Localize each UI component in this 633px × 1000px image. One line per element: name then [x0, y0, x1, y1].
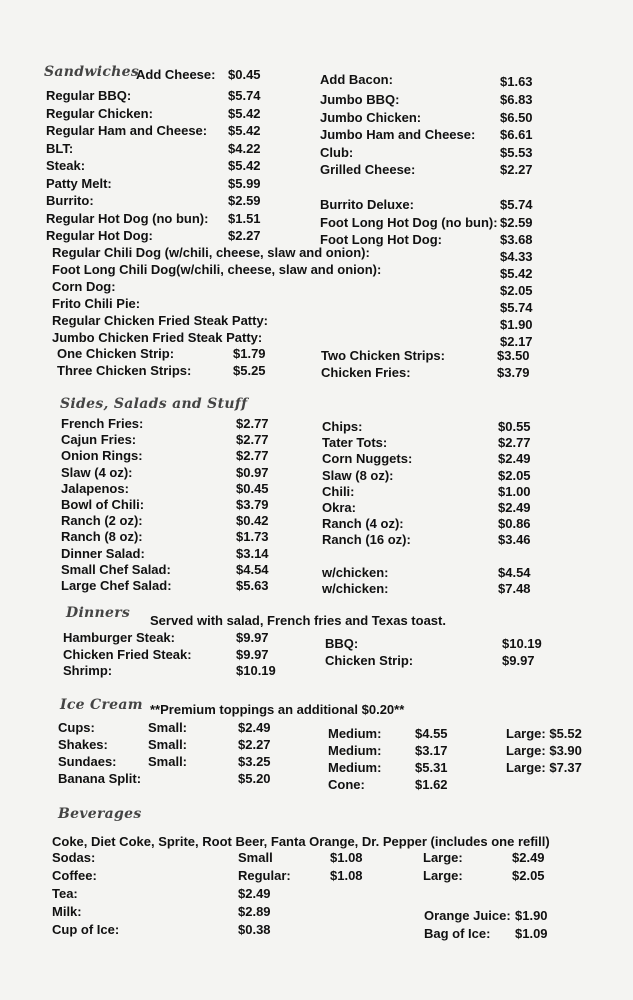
item-price: $0.55 [498, 419, 531, 434]
beverages-note: Coke, Diet Coke, Sprite, Root Beer, Fanta Orange, Dr. Pepper (includes one refill) [52, 834, 550, 849]
size-label: Orange Juice: [424, 908, 511, 923]
item-price: $1.79 [233, 346, 266, 361]
item-name: Ranch (16 oz): [322, 532, 411, 548]
ice-cream-heading: Ice Cream [60, 697, 143, 713]
item-price: $0.97 [236, 464, 269, 480]
item-name: Regular Chili Dog (w/chili, cheese, slaw and onion): [52, 245, 370, 260]
item-name: Banana Split: [58, 771, 142, 786]
item-price: $5.74 [500, 197, 533, 212]
large-price: Large: $3.90 [506, 743, 582, 758]
item-price: $2.27 [238, 737, 271, 752]
dinners-heading: Dinners [66, 605, 131, 621]
size-label: Large: [423, 850, 463, 865]
item-price: $6.50 [500, 109, 533, 125]
item-price: $2.27 [228, 228, 261, 243]
item-name: Jumbo Ham and Cheese: [320, 127, 476, 142]
item-price: $1.73 [236, 529, 269, 545]
item-price: $4.22 [228, 140, 261, 156]
item-price: $0.42 [236, 513, 269, 529]
item-price: $2.05 [512, 868, 545, 883]
item-name: Okra: [322, 500, 356, 515]
item-name: Chicken Strip: [325, 652, 414, 668]
item-price: $10.19 [502, 636, 542, 651]
item-price: $2.59 [500, 214, 533, 230]
item-price: $4.54 [498, 564, 531, 580]
item-price: $2.27 [500, 162, 533, 177]
add-cheese-label: Add Cheese: [136, 67, 216, 82]
size-label: $2.89 [238, 904, 271, 919]
item-name: French Fries: [61, 416, 144, 431]
add-bacon-label: Add Bacon: [320, 72, 393, 87]
item-price: $5.42 [500, 266, 533, 281]
size-label: Medium: [328, 760, 382, 775]
item-name: Two Chicken Strips: [321, 348, 445, 363]
item-price: $2.59 [228, 193, 261, 208]
item-price: $5.63 [236, 578, 269, 593]
item-price: $4.33 [500, 249, 533, 264]
item-price: $9.97 [236, 646, 269, 662]
item-price: $10.19 [236, 663, 276, 678]
item-price: $5.99 [228, 175, 261, 191]
item-name: Large Chef Salad: [61, 578, 172, 593]
item-name: Tea: [52, 886, 78, 901]
item-name: Foot Long Hot Dog (no bun): [320, 214, 498, 230]
add-cheese-price: $0.45 [228, 67, 261, 82]
size-label: Cone: [328, 777, 365, 792]
item-price: $7.48 [498, 581, 531, 596]
item-name: Three Chicken Strips: [57, 363, 192, 378]
item-price: $2.17 [500, 334, 533, 349]
item-name: Jumbo Chicken Fried Steak Patty: [52, 330, 263, 345]
item-name: Shrimp: [63, 663, 113, 678]
item-name: Coffee: [52, 868, 97, 883]
item-name: Small Chef Salad: [61, 561, 171, 577]
item-price: $3.14 [236, 545, 269, 561]
item-name: Frito Chili Pie: [52, 296, 141, 311]
size-label: Regular: [238, 868, 291, 883]
item-name: w/chicken: [322, 581, 389, 596]
item-name: Hamburger Steak: [63, 630, 175, 645]
item-price: $1.08 [330, 868, 363, 883]
item-price: $5.42 [228, 123, 261, 138]
item-price: $2.49 [512, 850, 545, 865]
item-name: BLT: [46, 140, 74, 156]
item-price: $3.25 [238, 754, 271, 769]
item-price: $0.86 [498, 516, 531, 532]
item-name: Milk: [52, 904, 82, 919]
item-price: $1.00 [498, 483, 531, 499]
item-name: Jumbo Chicken: [320, 109, 422, 125]
item-price: $5.53 [500, 144, 533, 160]
item-price: $2.49 [498, 451, 531, 467]
ice-cream-note: **Premium toppings an additional $0.20** [150, 702, 405, 717]
item-name: One Chicken Strip: [57, 346, 175, 361]
item-price: $2.49 [498, 500, 531, 515]
item-price: $9.97 [502, 652, 535, 668]
item-name: Onion Rings: [61, 448, 143, 464]
item-name: Corn Nuggets: [322, 451, 413, 467]
item-price: $1.90 [500, 317, 533, 332]
large-price: Large: $5.52 [506, 726, 582, 741]
item-name: Regular Hot Dog: [46, 228, 153, 243]
item-name: Club: [320, 144, 354, 160]
item-price: $1.90 [515, 908, 548, 923]
item-price: $2.05 [500, 283, 533, 298]
item-name: Cajun Fries: [61, 432, 137, 448]
size-label: $2.49 [238, 886, 271, 901]
item-price: $1.08 [330, 850, 363, 865]
large-price: Large: $7.37 [506, 760, 582, 775]
item-name: Corn Dog: [52, 279, 116, 294]
item-name: Regular Ham and Cheese: [46, 123, 208, 138]
sides-heading: Sides, Salads and Stuff [60, 396, 248, 412]
size-label: Medium: [328, 743, 382, 758]
item-name: Grilled Cheese: [320, 162, 416, 177]
item-price: $3.79 [236, 497, 269, 512]
item-price: $5.74 [500, 300, 533, 315]
size-label: Bag of Ice: [424, 926, 491, 941]
item-name: Cups: [58, 720, 95, 735]
item-price: $2.77 [236, 416, 269, 431]
item-name: Regular Hot Dog (no bun): [46, 210, 209, 226]
add-bacon-price: $1.63 [500, 74, 533, 89]
item-price: $2.77 [498, 435, 531, 451]
size-label: $0.38 [238, 922, 271, 937]
item-name: Chili: [322, 483, 355, 499]
item-name: Chicken Fries: [321, 365, 411, 380]
item-name: Bowl of Chili: [61, 497, 145, 512]
item-price: $6.83 [500, 92, 533, 107]
item-name: Burrito: [46, 193, 94, 208]
size-label: Small: [148, 720, 188, 735]
item-name: Dinner Salad: [61, 545, 145, 561]
item-name: Burrito Deluxe: [320, 197, 414, 212]
item-name: Jumbo BBQ: [320, 92, 400, 107]
item-name: Sundaes: [58, 754, 117, 769]
item-price: $1.51 [228, 210, 261, 226]
item-price: $0.45 [236, 480, 269, 496]
beverages-heading: Beverages [58, 806, 142, 822]
item-name: Patty Melt: [46, 175, 112, 191]
item-price: $5.42 [228, 105, 261, 121]
size-label: Small: [148, 754, 188, 769]
item-name: w/chicken: [322, 564, 389, 580]
item-price: $1.09 [515, 926, 548, 941]
item-price: $2.05 [498, 467, 531, 483]
item-name: Tater Tots: [322, 435, 388, 451]
item-price: $9.97 [236, 630, 269, 645]
size-label: Large: [423, 868, 463, 883]
dinners-note: Served with salad, French fries and Texas toast. [150, 613, 446, 628]
item-price: $4.55 [415, 726, 448, 741]
item-name: BBQ: [325, 636, 359, 651]
item-price: $5.31 [415, 760, 448, 775]
item-name: Regular Chicken: [46, 105, 153, 121]
item-name: Slaw (4 oz): [61, 464, 133, 480]
item-name: Foot Long Hot Dog: [320, 232, 443, 247]
item-name: Ranch (4 oz): [322, 516, 404, 532]
item-price: $5.25 [233, 363, 266, 378]
sandwiches-heading: Sandwiches [44, 64, 140, 80]
item-name: Slaw (8 oz): [322, 467, 394, 483]
item-price: $1.62 [415, 777, 448, 792]
item-name: Chicken Fried Steak: [63, 646, 192, 662]
item-price: $4.54 [236, 561, 269, 577]
item-price: $5.20 [238, 771, 271, 786]
item-name: Ranch (2 oz): [61, 513, 143, 529]
item-name: Cup of Ice: [52, 922, 120, 937]
item-price: $5.74 [228, 88, 261, 103]
item-price: $3.46 [498, 532, 531, 548]
item-name: Regular Chicken Fried Steak Patty: [52, 313, 269, 328]
item-price: $2.49 [238, 720, 271, 735]
item-name: Foot Long Chili Dog(w/chili, cheese, slaw and onion): [52, 262, 382, 277]
item-name: Shakes: [58, 737, 108, 752]
item-name: Sodas: [52, 850, 96, 865]
item-name: Chips: [322, 419, 363, 434]
item-name: Steak: [46, 158, 86, 173]
item-price: $3.68 [500, 232, 533, 247]
item-price: $3.79 [497, 365, 530, 380]
size-label: Medium: [328, 726, 382, 741]
item-name: Jalapenos: [61, 480, 129, 496]
item-price: $2.77 [236, 432, 269, 448]
item-price: $2.77 [236, 448, 269, 464]
item-price: $3.17 [415, 743, 448, 758]
item-price: $3.50 [497, 348, 530, 363]
item-name: Ranch (8 oz): [61, 529, 143, 545]
item-price: $5.42 [228, 158, 261, 173]
item-price: $6.61 [500, 127, 533, 142]
size-label: Small: [148, 737, 188, 752]
item-name: Regular BBQ: [46, 88, 132, 103]
size-label: Small [238, 850, 273, 865]
